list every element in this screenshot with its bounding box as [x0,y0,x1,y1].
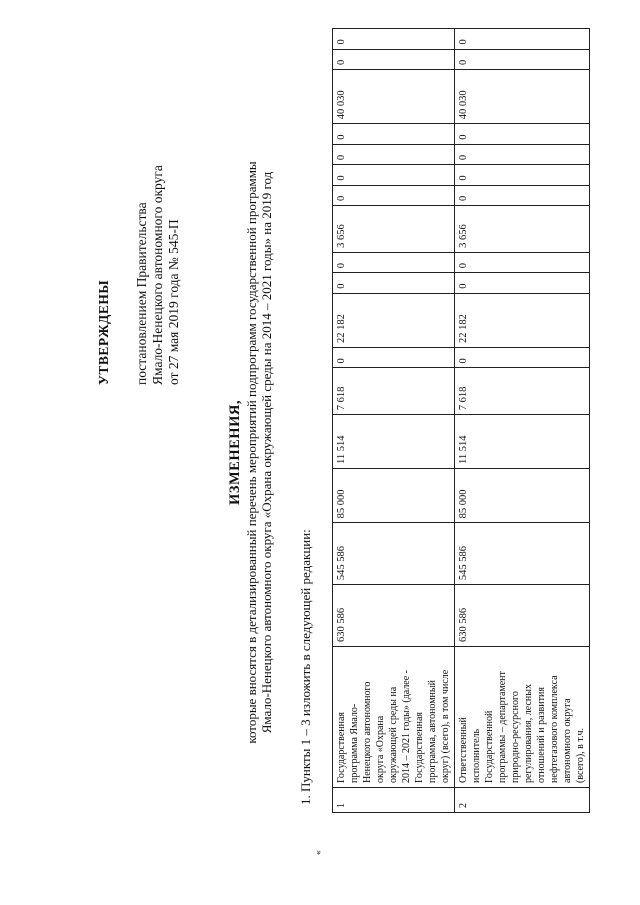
row-name-line: отношений и развития [536,687,547,783]
value-cell: 0 [455,49,590,69]
row-name [333,647,455,788]
value-cell: 40 030 [455,69,590,123]
row-name-line: регулирования, лесных [523,684,534,783]
value-cell: 22 182 [333,293,455,347]
value-cell: 0 [333,124,455,144]
row-name-line: Ответственный [458,717,469,783]
row-name-line: программа, автономный [427,680,438,783]
row-name-line: Государственной [484,710,495,783]
value-cell: 22 182 [455,293,590,347]
changes-table [332,28,590,813]
row-name-line: Ненецкого автономного [362,681,373,783]
approval-block [96,25,182,385]
row-name-line: автономного округа [562,698,573,783]
heading-line: Ямало-Ненецкого автономного округа «Охрана окружающей среды на 2014 – 2021 годы» на 2019 год [259,171,274,734]
value-cell: 0 [455,185,590,205]
row-index: 2 [455,788,590,813]
value-cell: 0 [455,124,590,144]
value-cell: 0 [333,165,455,185]
value-cell: 85 000 [333,469,455,523]
value-cell: 0 [333,185,455,205]
value-cell: 0 [333,144,455,164]
value-cell: 3 656 [333,206,455,253]
intro-text: 1. Пункты 1 – 3 изложить в следующей редакции: [298,529,313,805]
document-heading [228,40,274,865]
heading-line: которые вносятся в детализированный перечень мероприятий подпрограмм государственной программы [244,161,259,744]
value-cell: 0 [455,252,590,272]
value-cell: 11 514 [333,415,455,469]
table-row [333,29,455,813]
value-cell: 85 000 [455,469,590,523]
value-cell: 0 [455,348,590,368]
value-cell: 545 586 [333,523,455,585]
value-cell: 7 618 [333,368,455,415]
value-cell: 11 514 [455,415,590,469]
value-cell: 3 656 [455,206,590,253]
value-cell: 0 [455,165,590,185]
row-name-line: природно-ресурсного [510,691,521,783]
value-cell: 7 618 [455,368,590,415]
value-cell: 545 586 [455,523,590,585]
value-cell: 630 586 [455,585,590,647]
row-name-line: округ) (всего), в том числе [440,669,451,783]
row-name-line: нефтегазового комплекса [549,675,560,783]
row-name-line: программы – департамент [497,671,508,783]
approval-word: УТВЕРЖДЕНЫ [96,279,111,385]
row-name-line: Государственная [414,711,425,783]
heading-title: ИЗМЕНЕНИЯ, [227,400,243,505]
value-cell: 0 [333,273,455,293]
value-cell: 0 [333,252,455,272]
row-index: 1 [333,788,455,813]
row-name-line: округа «Охрана [375,715,386,783]
row-name-line: Государственная [336,711,347,783]
approval-line: Ямало-Ненецкого автономного округа [150,165,165,385]
row-name [455,647,590,788]
value-cell: 0 [333,49,455,69]
quote-mark: « [313,850,323,855]
row-name-line: окружающей среды на [388,686,399,783]
value-cell: 0 [333,29,455,50]
row-name-line: программа Ямало- [349,703,360,783]
value-cell: 0 [333,348,455,368]
value-cell: 0 [455,273,590,293]
changes-table-body [333,29,590,813]
value-cell: 0 [455,144,590,164]
row-name-line: исполнитель [471,728,482,783]
row-name-line: (всего), в т.ч. [575,727,586,783]
approval-line: постановлением Правительства [134,202,149,385]
value-cell: 0 [455,29,590,50]
approval-line: от 27 мая 2019 года № 545-П [166,219,181,385]
table-row [455,29,590,813]
value-cell: 40 030 [333,69,455,123]
value-cell: 630 586 [333,585,455,647]
row-name-line: 2014 – 2021 годы» (далее - [401,669,412,783]
